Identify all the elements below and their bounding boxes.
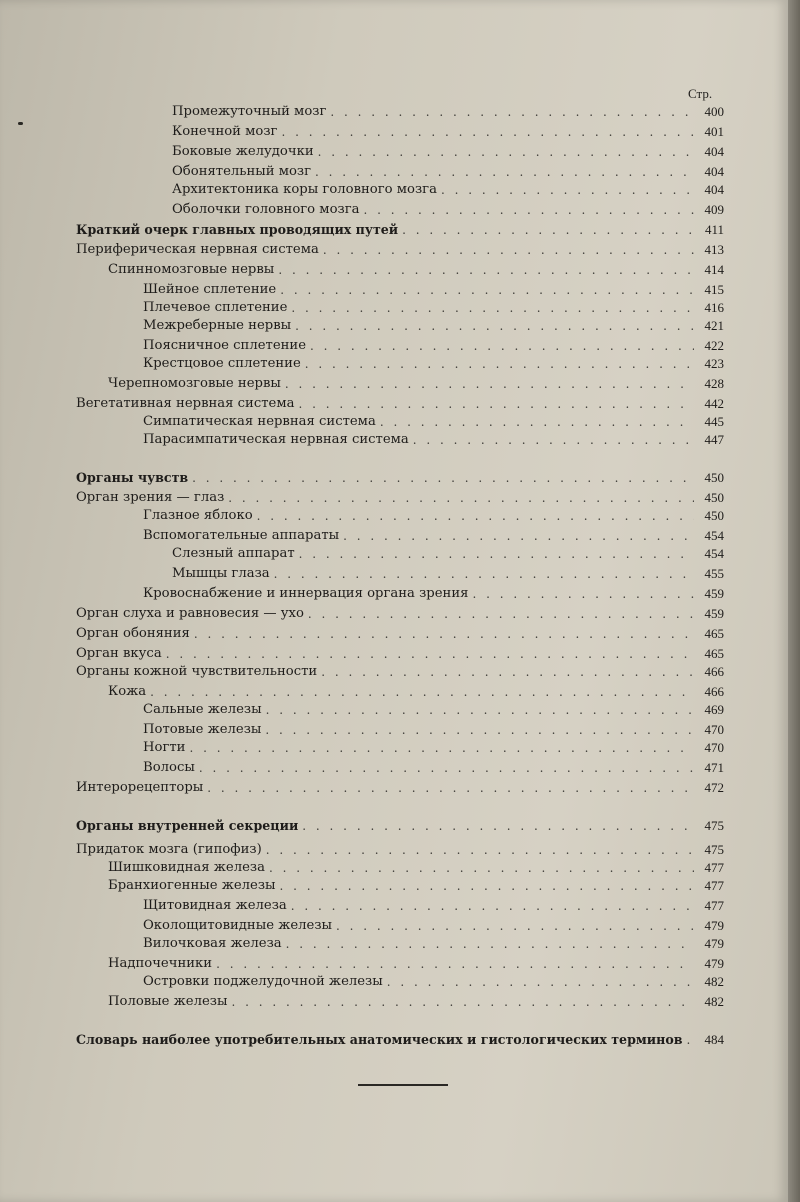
toc-entry-page: 477: [704, 878, 724, 893]
toc-entry: [0, 410, 724, 430]
dot-leader: [194, 626, 694, 642]
toc-entry-page: 455: [704, 566, 724, 581]
toc-entry: [0, 542, 724, 562]
dot-leader: [278, 262, 694, 278]
toc-entry: [0, 562, 724, 582]
dot-leader: [192, 470, 694, 486]
toc-entry-page: 414: [704, 262, 724, 277]
toc-entry-title: Вегетативная нервная система: [76, 396, 295, 411]
toc-entry: [0, 100, 724, 120]
toc-entry: [0, 856, 724, 876]
page-edge: [788, 0, 800, 1202]
toc-entry-page: 450: [704, 490, 724, 505]
toc-entry: [0, 602, 724, 622]
dot-leader: [280, 878, 694, 894]
toc-entry: [0, 660, 724, 680]
toc-entry-title: Органы чувств: [76, 470, 189, 485]
toc-entry-title: Спинномозговые нервы: [108, 262, 275, 277]
toc-entry: [0, 970, 724, 990]
dot-leader: [305, 356, 694, 372]
toc-entry-page: 465: [704, 646, 724, 661]
toc-entry: [0, 466, 724, 486]
toc-entry: [0, 428, 724, 448]
toc-entry-title: Вспомогательные аппараты: [143, 528, 340, 543]
toc-entry-page: 450: [704, 470, 724, 485]
toc-entry-title: Волосы: [143, 760, 195, 775]
toc-entry-page: 477: [704, 898, 724, 913]
toc-entry-page: 477: [704, 860, 724, 875]
dot-leader: [285, 376, 694, 392]
toc-entry-title: Словарь наиболее употребительных анатомических и гистологических терминов: [76, 1032, 683, 1047]
toc-entry-title: Потовые железы: [143, 722, 262, 737]
dot-leader: [189, 740, 694, 756]
toc-entry-title: Поясничное сплетение: [143, 338, 307, 353]
dot-leader: [302, 818, 694, 834]
toc-entry-title: Архитектоника коры головного мозга: [172, 182, 437, 197]
toc-entry-title: Вилочковая железа: [143, 936, 282, 951]
toc-entry-page: 421: [704, 318, 724, 333]
toc-entry: [0, 372, 724, 392]
toc-entry-title: Придаток мозга (гипофиз): [76, 842, 262, 857]
dot-leader: [274, 566, 694, 582]
toc-entry: [0, 238, 724, 258]
dot-leader: [441, 182, 694, 198]
toc-entry-title: Интерорецепторы: [76, 780, 204, 795]
toc-entry-title: Шейное сплетение: [143, 282, 277, 297]
dot-leader: [387, 974, 694, 990]
toc-entry-page: 472: [704, 780, 724, 795]
toc-entry-title: Обонятельный мозг: [172, 164, 312, 179]
toc-entry-title: Орган слуха и равновесия — ухо: [76, 606, 304, 621]
toc-entry: [0, 582, 724, 602]
toc-entry-page: 447: [704, 432, 724, 447]
toc-entry-title: Орган вкуса: [76, 646, 162, 661]
dot-leader: [472, 586, 694, 602]
toc-entry: [0, 486, 724, 506]
toc-entry: [0, 120, 724, 140]
toc-entry: [0, 352, 724, 372]
toc-entry-title: Органы кожной чувствительности: [76, 664, 318, 679]
toc-entry-page: 484: [704, 1032, 724, 1047]
toc-entry: [0, 814, 724, 834]
toc-entry: [0, 258, 724, 278]
toc-entry-page: 470: [704, 722, 724, 737]
dot-leader: [363, 202, 694, 218]
dot-leader: [295, 318, 694, 334]
toc-entry-page: 479: [704, 918, 724, 933]
toc-entry-page: 404: [704, 144, 724, 159]
toc-entry: [0, 838, 724, 858]
toc-entry-page: 413: [704, 242, 724, 257]
toc-entry-title: Орган зрения — глаз: [76, 490, 225, 505]
toc-entry-page: 409: [704, 202, 724, 217]
toc-entry: [0, 776, 724, 796]
dot-leader: [266, 702, 694, 718]
toc-entry-title: Сальные железы: [143, 702, 262, 717]
toc-entry-title: Мышцы глаза: [172, 566, 270, 581]
toc-entry-page: 479: [704, 956, 724, 971]
dot-leader: [413, 432, 694, 448]
toc-entry-page: 428: [704, 376, 724, 391]
toc-entry: [0, 278, 724, 298]
toc-entry: [0, 218, 724, 238]
toc-entry-page: 416: [704, 300, 724, 315]
toc-entry-title: Краткий очерк главных проводящих путей: [76, 222, 399, 237]
toc-entry-title: Крестцовое сплетение: [143, 356, 301, 371]
toc-entry: [0, 642, 724, 662]
dot-leader: [321, 664, 694, 680]
end-rule: [358, 1084, 448, 1086]
toc-entry-title: Надпочечники: [108, 956, 213, 971]
toc-entry: [0, 622, 724, 642]
dot-leader: [308, 606, 694, 622]
dot-leader: [199, 760, 694, 776]
toc-entry-page: 411: [704, 222, 724, 237]
toc-entry-page: 459: [704, 606, 724, 621]
toc-entry-title: Конечной мозг: [172, 124, 278, 139]
toc-entry: [0, 718, 724, 738]
dot-leader: [323, 242, 694, 258]
toc-entry: [0, 698, 724, 718]
dot-leader: [281, 124, 694, 140]
toc-entry-page: 466: [704, 664, 724, 679]
toc-entry-title: Околощитовидные железы: [143, 918, 333, 933]
toc-entry-title: Периферическая нервная система: [76, 242, 319, 257]
toc-entry-page: 470: [704, 740, 724, 755]
toc-entry-title: Кожа: [108, 684, 147, 699]
toc-entry-page: 422: [704, 338, 724, 353]
dot-leader: [291, 898, 694, 914]
toc-entry-title: Орган обоняния: [76, 626, 190, 641]
toc-entry-page: 454: [704, 528, 724, 543]
toc-entry-title: Островки поджелудочной железы: [143, 974, 383, 989]
toc-entry-page: 482: [704, 974, 724, 989]
toc-entry: [0, 894, 724, 914]
toc-entry: [0, 756, 724, 776]
toc-entry-page: 450: [704, 508, 724, 523]
toc-entry: [0, 178, 724, 198]
toc-entry-page: 442: [704, 396, 724, 411]
toc-entry-page: 404: [704, 182, 724, 197]
toc-entry-page: 471: [704, 760, 724, 775]
toc-entry-page: 475: [704, 818, 724, 833]
toc-entry-title: Органы внутренней секреции: [76, 818, 299, 833]
toc-entry-title: Половые железы: [108, 994, 228, 1009]
dot-leader: [330, 104, 694, 120]
toc-entry-title: Кровоснабжение и иннервация органа зрения: [143, 586, 469, 601]
toc-entry: [0, 504, 724, 524]
toc-entry: [0, 680, 724, 700]
toc-entry-title: Ногти: [143, 740, 186, 755]
toc-entry-page: 482: [704, 994, 724, 1009]
toc-entry-page: 404: [704, 164, 724, 179]
toc-entry: [0, 952, 724, 972]
toc-entry-page: 459: [704, 586, 724, 601]
toc-entry: [0, 140, 724, 160]
toc-entry: [0, 198, 724, 218]
dot-leader: [231, 994, 694, 1010]
toc-entry-title: Черепномозговые нервы: [108, 376, 281, 391]
toc-entry-title: Межреберные нервы: [143, 318, 292, 333]
toc-entry-title: Щитовидная железа: [143, 898, 287, 913]
toc-entry-page: 454: [704, 546, 724, 561]
toc-entry-page: 423: [704, 356, 724, 371]
toc-entry-page: 469: [704, 702, 724, 717]
dot-leader: [402, 222, 694, 238]
toc-entry-page: 400: [704, 104, 724, 119]
dot-leader: [207, 780, 694, 796]
toc-entry-title: Шишковидная железа: [108, 860, 265, 875]
toc-entry-page: 465: [704, 626, 724, 641]
toc-entry: [0, 160, 724, 180]
toc-entry-title: Промежуточный мозг: [172, 104, 327, 119]
page-column-label: Стр.: [688, 86, 713, 101]
toc-entry-title: Слезный аппарат: [172, 546, 295, 561]
toc-entry-title: Бранхиогенные железы: [108, 878, 276, 893]
dot-leader: [257, 508, 694, 524]
toc-entry-page: 479: [704, 936, 724, 951]
toc-entry-page: 445: [704, 414, 724, 429]
dot-leader: [318, 144, 694, 160]
toc-entry-title: Оболочки головного мозга: [172, 202, 360, 217]
toc-entry: [0, 874, 724, 894]
toc-entry: [0, 736, 724, 756]
toc-entry: [0, 1028, 724, 1048]
toc-entry-page: 475: [704, 842, 724, 857]
toc-entry: [0, 524, 724, 544]
dot-leader: [286, 936, 694, 952]
toc-entry-title: Боковые желудочки: [172, 144, 314, 159]
toc-entry-page: 415: [704, 282, 724, 297]
dot-leader: [687, 1032, 694, 1048]
toc-entry: [0, 392, 724, 412]
toc-entry-page: 466: [704, 684, 724, 699]
toc-entry: [0, 296, 724, 316]
dot-leader: [299, 546, 694, 562]
toc-entry: [0, 932, 724, 952]
toc-entry: [0, 334, 724, 354]
toc-entry-page: 401: [704, 124, 724, 139]
toc-entry: [0, 990, 724, 1010]
toc-entry-title: Парасимпатическая нервная система: [143, 432, 409, 447]
toc-entry-title: Плечевое сплетение: [143, 300, 288, 315]
toc-entry: [0, 914, 724, 934]
toc-entry-title: Глазное яблоко: [143, 508, 253, 523]
toc-entry: [0, 314, 724, 334]
toc-entry-title: Симпатическая нервная система: [143, 414, 376, 429]
